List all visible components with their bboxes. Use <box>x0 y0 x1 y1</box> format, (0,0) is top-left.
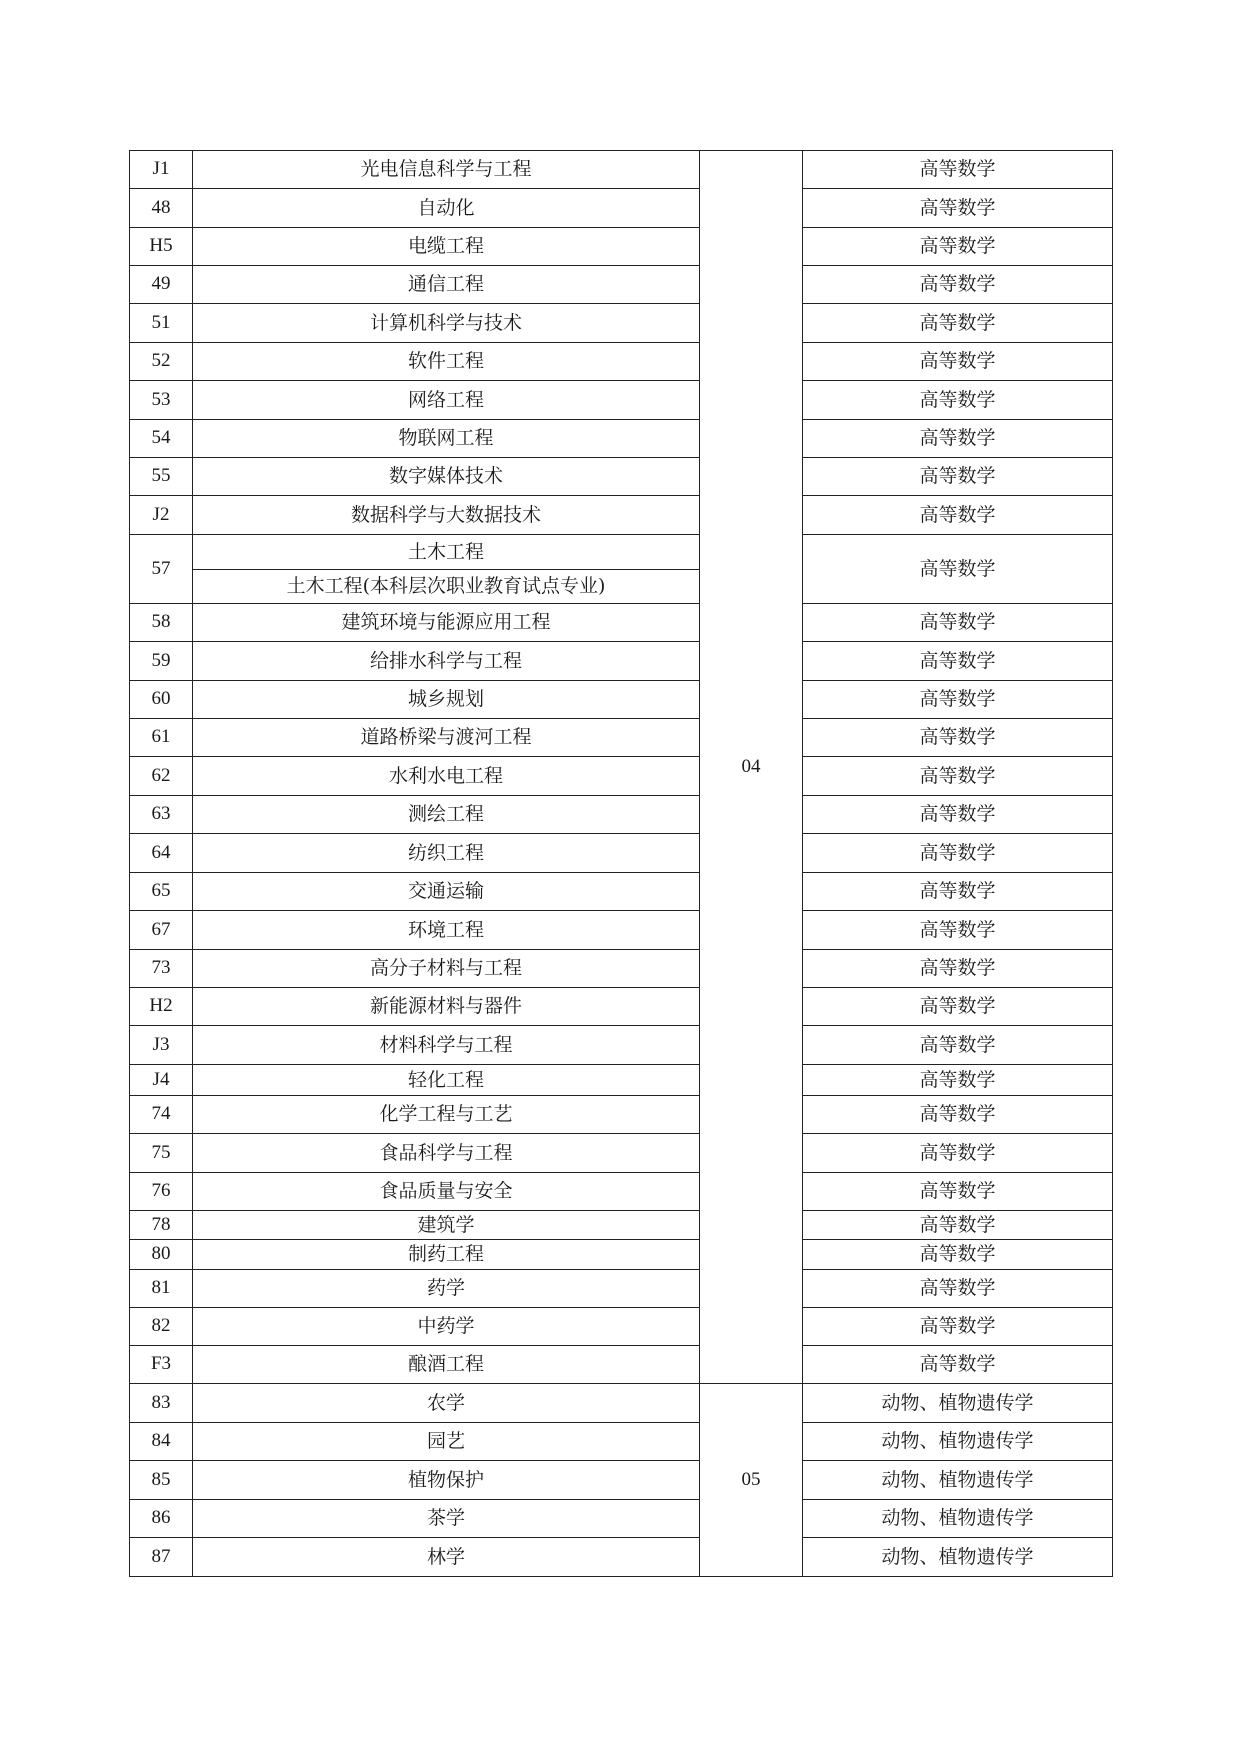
exam-subject-cell: 高等数学 <box>803 1270 1113 1308</box>
major-name-cell: 建筑学 <box>193 1211 700 1240</box>
major-code-cell: 82 <box>130 1308 193 1346</box>
major-name-cell: 林学 <box>193 1538 700 1577</box>
major-name-cell: 城乡规划 <box>193 681 700 719</box>
major-code-cell: 51 <box>130 304 193 343</box>
major-name-cell: 土木工程(本科层次职业教育试点专业) <box>193 570 700 604</box>
table-row <box>130 535 1113 570</box>
exam-subject-cell: 高等数学 <box>803 420 1113 458</box>
exam-subject-cell: 高等数学 <box>803 950 1113 988</box>
table-row <box>130 381 1113 420</box>
major-code-cell: 78 <box>130 1211 193 1240</box>
major-code-cell: 49 <box>130 266 193 304</box>
exam-subject-cell: 动物、植物遗传学 <box>803 1538 1113 1577</box>
exam-subject-cell: 高等数学 <box>803 189 1113 228</box>
exam-subject-cell: 高等数学 <box>803 873 1113 911</box>
major-code-cell: 64 <box>130 834 193 873</box>
major-code-cell: 76 <box>130 1173 193 1211</box>
table-row <box>130 1173 1113 1211</box>
table-row <box>130 1308 1113 1346</box>
major-code-cell: 87 <box>130 1538 193 1577</box>
exam-subject-cell: 高等数学 <box>803 1211 1113 1240</box>
major-name-cell: 通信工程 <box>193 266 700 304</box>
major-name-cell: 物联网工程 <box>193 420 700 458</box>
exam-subject-cell: 高等数学 <box>803 1065 1113 1096</box>
major-code-cell: F3 <box>130 1346 193 1384</box>
major-code-cell: 62 <box>130 757 193 796</box>
major-name-cell: 土木工程 <box>193 535 700 570</box>
majors-table <box>129 150 1113 1577</box>
table-row <box>130 151 1113 189</box>
major-code-cell: 54 <box>130 420 193 458</box>
major-code-cell: 52 <box>130 343 193 381</box>
table-row <box>130 757 1113 796</box>
major-code-cell: J3 <box>130 1026 193 1065</box>
exam-subject-cell: 动物、植物遗传学 <box>803 1461 1113 1500</box>
major-name-cell: 软件工程 <box>193 343 700 381</box>
exam-subject-cell: 动物、植物遗传学 <box>803 1423 1113 1461</box>
major-name-cell: 测绘工程 <box>193 796 700 834</box>
table-row <box>130 1270 1113 1308</box>
exam-subject-cell: 高等数学 <box>803 681 1113 719</box>
table-row <box>130 189 1113 228</box>
major-code-cell: 86 <box>130 1500 193 1538</box>
major-name-cell: 园艺 <box>193 1423 700 1461</box>
major-name-cell: 化学工程与工艺 <box>193 1096 700 1134</box>
table-row <box>130 1423 1113 1461</box>
exam-subject-cell: 高等数学 <box>803 496 1113 535</box>
exam-subject-cell: 高等数学 <box>803 228 1113 266</box>
major-name-cell: 建筑环境与能源应用工程 <box>193 604 700 642</box>
table-row <box>130 1346 1113 1384</box>
table-row <box>130 458 1113 496</box>
major-name-cell: 数字媒体技术 <box>193 458 700 496</box>
exam-subject-cell: 高等数学 <box>803 1134 1113 1173</box>
table-row <box>130 1240 1113 1270</box>
exam-subject-cell: 高等数学 <box>803 1026 1113 1065</box>
table-row <box>130 1538 1113 1577</box>
table-row <box>130 642 1113 681</box>
exam-subject-cell: 高等数学 <box>803 1096 1113 1134</box>
table-row <box>130 1065 1113 1096</box>
exam-subject-cell: 动物、植物遗传学 <box>803 1500 1113 1538</box>
major-code-cell: J2 <box>130 496 193 535</box>
table-row <box>130 496 1113 535</box>
exam-subject-cell: 高等数学 <box>803 604 1113 642</box>
table-row <box>130 304 1113 343</box>
table-row <box>130 1026 1113 1065</box>
table-row <box>130 343 1113 381</box>
exam-subject-cell: 高等数学 <box>803 535 1113 604</box>
major-code-cell: 65 <box>130 873 193 911</box>
exam-subject-cell: 高等数学 <box>803 1346 1113 1384</box>
exam-subject-cell: 高等数学 <box>803 343 1113 381</box>
exam-subject-cell: 高等数学 <box>803 1173 1113 1211</box>
group-code-cell: 05 <box>700 1384 803 1577</box>
table-row <box>130 228 1113 266</box>
major-code-cell: 80 <box>130 1240 193 1270</box>
major-code-cell: 59 <box>130 642 193 681</box>
major-name-cell: 交通运输 <box>193 873 700 911</box>
table-row <box>130 1461 1113 1500</box>
major-name-cell: 高分子材料与工程 <box>193 950 700 988</box>
major-code-cell: 67 <box>130 911 193 950</box>
major-name-cell: 电缆工程 <box>193 228 700 266</box>
major-code-cell: J4 <box>130 1065 193 1096</box>
major-code-cell: 53 <box>130 381 193 420</box>
table-row <box>130 796 1113 834</box>
major-code-cell: 84 <box>130 1423 193 1461</box>
exam-subject-cell: 高等数学 <box>803 458 1113 496</box>
major-name-cell: 计算机科学与技术 <box>193 304 700 343</box>
exam-subject-cell: 动物、植物遗传学 <box>803 1384 1113 1423</box>
major-name-cell: 光电信息科学与工程 <box>193 151 700 189</box>
major-name-cell: 材料科学与工程 <box>193 1026 700 1065</box>
major-name-cell: 水利水电工程 <box>193 757 700 796</box>
major-name-cell: 食品科学与工程 <box>193 1134 700 1173</box>
major-code-cell: 75 <box>130 1134 193 1173</box>
major-code-cell: H2 <box>130 988 193 1026</box>
table-row <box>130 988 1113 1026</box>
exam-subject-cell: 高等数学 <box>803 381 1113 420</box>
exam-subject-cell: 高等数学 <box>803 719 1113 757</box>
majors-table-body <box>130 151 1113 1577</box>
major-name-cell: 纺织工程 <box>193 834 700 873</box>
major-name-cell: 药学 <box>193 1270 700 1308</box>
major-name-cell: 制药工程 <box>193 1240 700 1270</box>
major-name-cell: 植物保护 <box>193 1461 700 1500</box>
table-row <box>130 950 1113 988</box>
major-name-cell: 轻化工程 <box>193 1065 700 1096</box>
major-name-cell: 茶学 <box>193 1500 700 1538</box>
table-row <box>130 1384 1113 1423</box>
major-name-cell: 农学 <box>193 1384 700 1423</box>
major-code-cell: 81 <box>130 1270 193 1308</box>
major-code-cell: 63 <box>130 796 193 834</box>
table-row <box>130 266 1113 304</box>
exam-subject-cell: 高等数学 <box>803 757 1113 796</box>
exam-subject-cell: 高等数学 <box>803 834 1113 873</box>
major-name-cell: 网络工程 <box>193 381 700 420</box>
major-name-cell: 酿酒工程 <box>193 1346 700 1384</box>
major-name-cell: 新能源材料与器件 <box>193 988 700 1026</box>
major-name-cell: 环境工程 <box>193 911 700 950</box>
major-code-cell: 74 <box>130 1096 193 1134</box>
exam-subject-cell: 高等数学 <box>803 911 1113 950</box>
major-code-cell: 60 <box>130 681 193 719</box>
group-code-cell: 04 <box>700 151 803 1384</box>
table-row <box>130 1211 1113 1240</box>
table-row <box>130 604 1113 642</box>
major-code-cell: 48 <box>130 189 193 228</box>
major-code-cell: 55 <box>130 458 193 496</box>
table-row <box>130 420 1113 458</box>
exam-subject-cell: 高等数学 <box>803 266 1113 304</box>
major-code-cell: 61 <box>130 719 193 757</box>
major-name-cell: 自动化 <box>193 189 700 228</box>
major-name-cell: 数据科学与大数据技术 <box>193 496 700 535</box>
table-row <box>130 1500 1113 1538</box>
exam-subject-cell: 高等数学 <box>803 1240 1113 1270</box>
major-name-cell: 食品质量与安全 <box>193 1173 700 1211</box>
major-code-cell: 73 <box>130 950 193 988</box>
major-name-cell: 给排水科学与工程 <box>193 642 700 681</box>
major-code-cell: 83 <box>130 1384 193 1423</box>
table-row <box>130 1134 1113 1173</box>
major-name-cell: 道路桥梁与渡河工程 <box>193 719 700 757</box>
major-code-cell: H5 <box>130 228 193 266</box>
major-code-cell: J1 <box>130 151 193 189</box>
exam-subject-cell: 高等数学 <box>803 642 1113 681</box>
table-row <box>130 873 1113 911</box>
major-name-cell: 中药学 <box>193 1308 700 1346</box>
major-code-cell: 57 <box>130 535 193 604</box>
table-row <box>130 911 1113 950</box>
major-code-cell: 58 <box>130 604 193 642</box>
exam-subject-cell: 高等数学 <box>803 304 1113 343</box>
exam-subject-cell: 高等数学 <box>803 1308 1113 1346</box>
exam-subject-cell: 高等数学 <box>803 988 1113 1026</box>
table-row <box>130 834 1113 873</box>
major-code-cell: 85 <box>130 1461 193 1500</box>
table-row <box>130 681 1113 719</box>
exam-subject-cell: 高等数学 <box>803 796 1113 834</box>
table-row <box>130 719 1113 757</box>
table-row <box>130 1096 1113 1134</box>
exam-subject-cell: 高等数学 <box>803 151 1113 189</box>
